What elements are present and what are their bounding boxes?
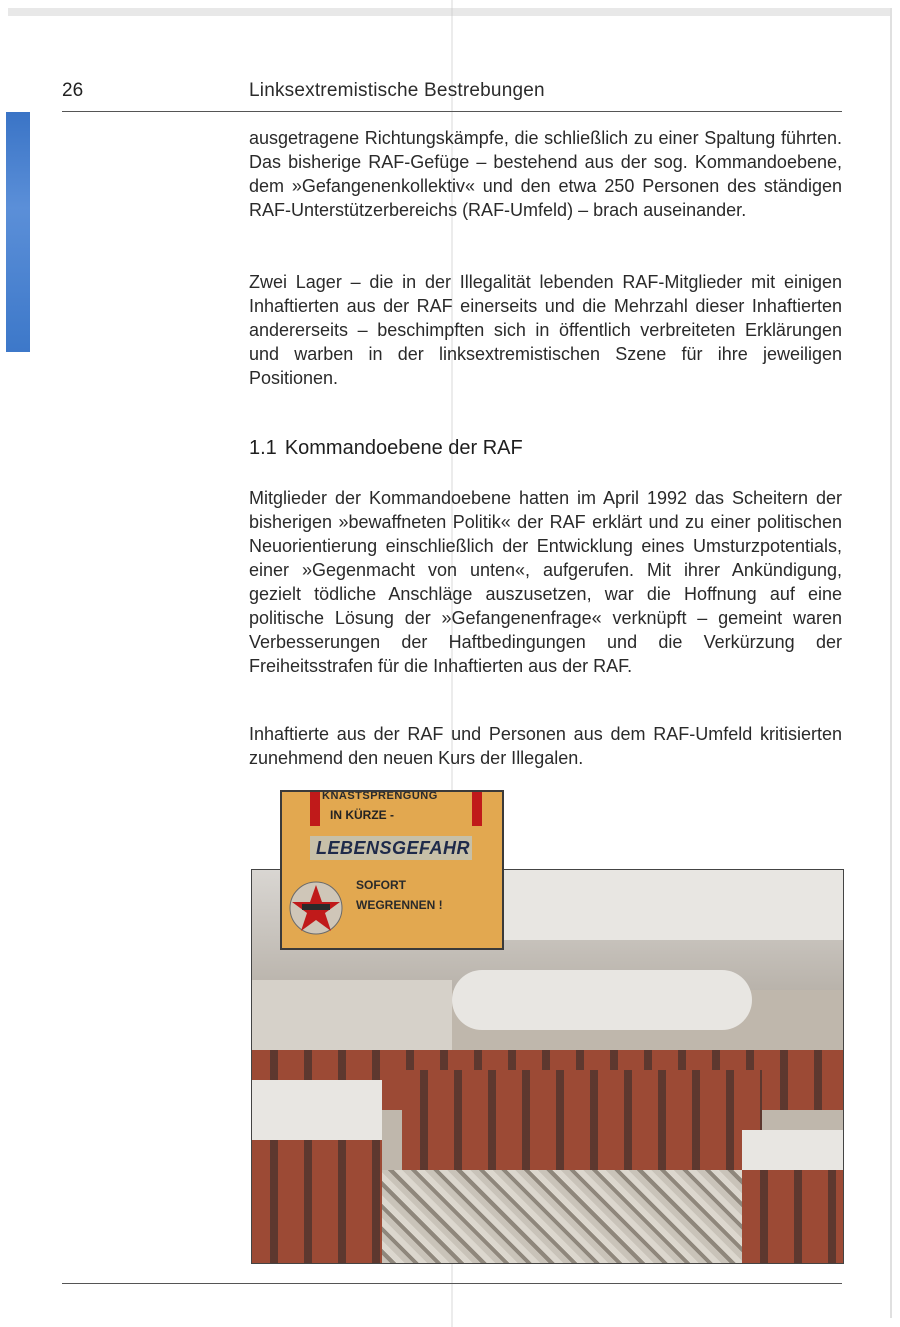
page-top-edge [8, 8, 892, 16]
running-title: Linksextremistische Bestrebungen [249, 80, 545, 101]
page-number: 26 [62, 80, 84, 101]
photo-facade-left [252, 1140, 382, 1263]
sign-text-fourth: WEGRENNEN ! [356, 898, 443, 912]
section-number: 1.1 [249, 437, 277, 459]
page-right-edge [890, 8, 892, 1318]
red-star-emblem-icon [288, 880, 344, 936]
footer-rule [62, 1283, 842, 1284]
sign-text-second: IN KÜRZE - [330, 808, 394, 822]
sign-warning-text: LEBENSGEFAHR [316, 838, 471, 858]
photo-roof-right [502, 870, 843, 940]
photo-facade-center [402, 1070, 762, 1180]
sign-red-bar [310, 792, 320, 826]
warning-sign-inset [280, 790, 504, 950]
photo-debris [382, 1170, 742, 1263]
photo-facade-right [742, 1170, 843, 1263]
section-title: Kommandoebene der RAF [284, 437, 523, 459]
photo-roof-left [252, 980, 452, 1050]
section-heading [249, 437, 523, 460]
sign-text-top: KNASTSPRENGUNG [322, 790, 438, 802]
chapter-edge-tab [6, 112, 30, 352]
sign-red-bar [472, 792, 482, 826]
paragraph: Inhaftierte aus der RAF und Personen aus dem RAF-Umfeld kritisierten zunehmend den neuen Kurs der Illegalen. [249, 724, 842, 768]
paragraph: ausgetragene Richtungskämpfe, die schließlich zu einer Spaltung führten. Das bisherige RAF-Gefüge – bestehend aus der sog. Kommandoebene, dem »Gefangenenkollektiv« und den etwa 250 Personen des ständigen RAF-Unterstützerbereichs (RAF-Umfeld) – brach auseinander. [249, 128, 842, 220]
paragraph: Mitglieder der Kommandoebene hatten im April 1992 das Scheitern der bisherigen »bewaffneten Politik« der RAF erklärt und zu einer politischen Neuorientierung einschließlich der Entwicklung eines Umsturzpotentials, einer »Gegenmacht von unten«, aufgerufen. Mit ihrer Ankündigung, gezielt tödliche Anschläge auszusetzen, war die Hoffnung auf eine politische Lösung der »Gefangenenfrage« verknüpft – gemeint waren Verbesserungen der Haftbedingungen und die Verkürzung der Freiheitsstrafen für die Inhaftierten aus der RAF. [249, 488, 842, 676]
photo-rotunda [452, 970, 752, 1030]
paragraph: Zwei Lager – die in der Illegalität lebenden RAF-Mitglieder mit einigen Inhaftierten aus der RAF einerseits und die Mehrzahl dieser Inhaftierten andererseits – beschimpften sich in öffentlich verbreiteten Erklärungen und warben in der linksextremistischen Szene für ihre jeweiligen Positionen. [249, 272, 842, 388]
sign-text-third: SOFORT [356, 878, 406, 892]
header-rule [62, 111, 842, 112]
photo-roof-lower-left [252, 1080, 382, 1140]
